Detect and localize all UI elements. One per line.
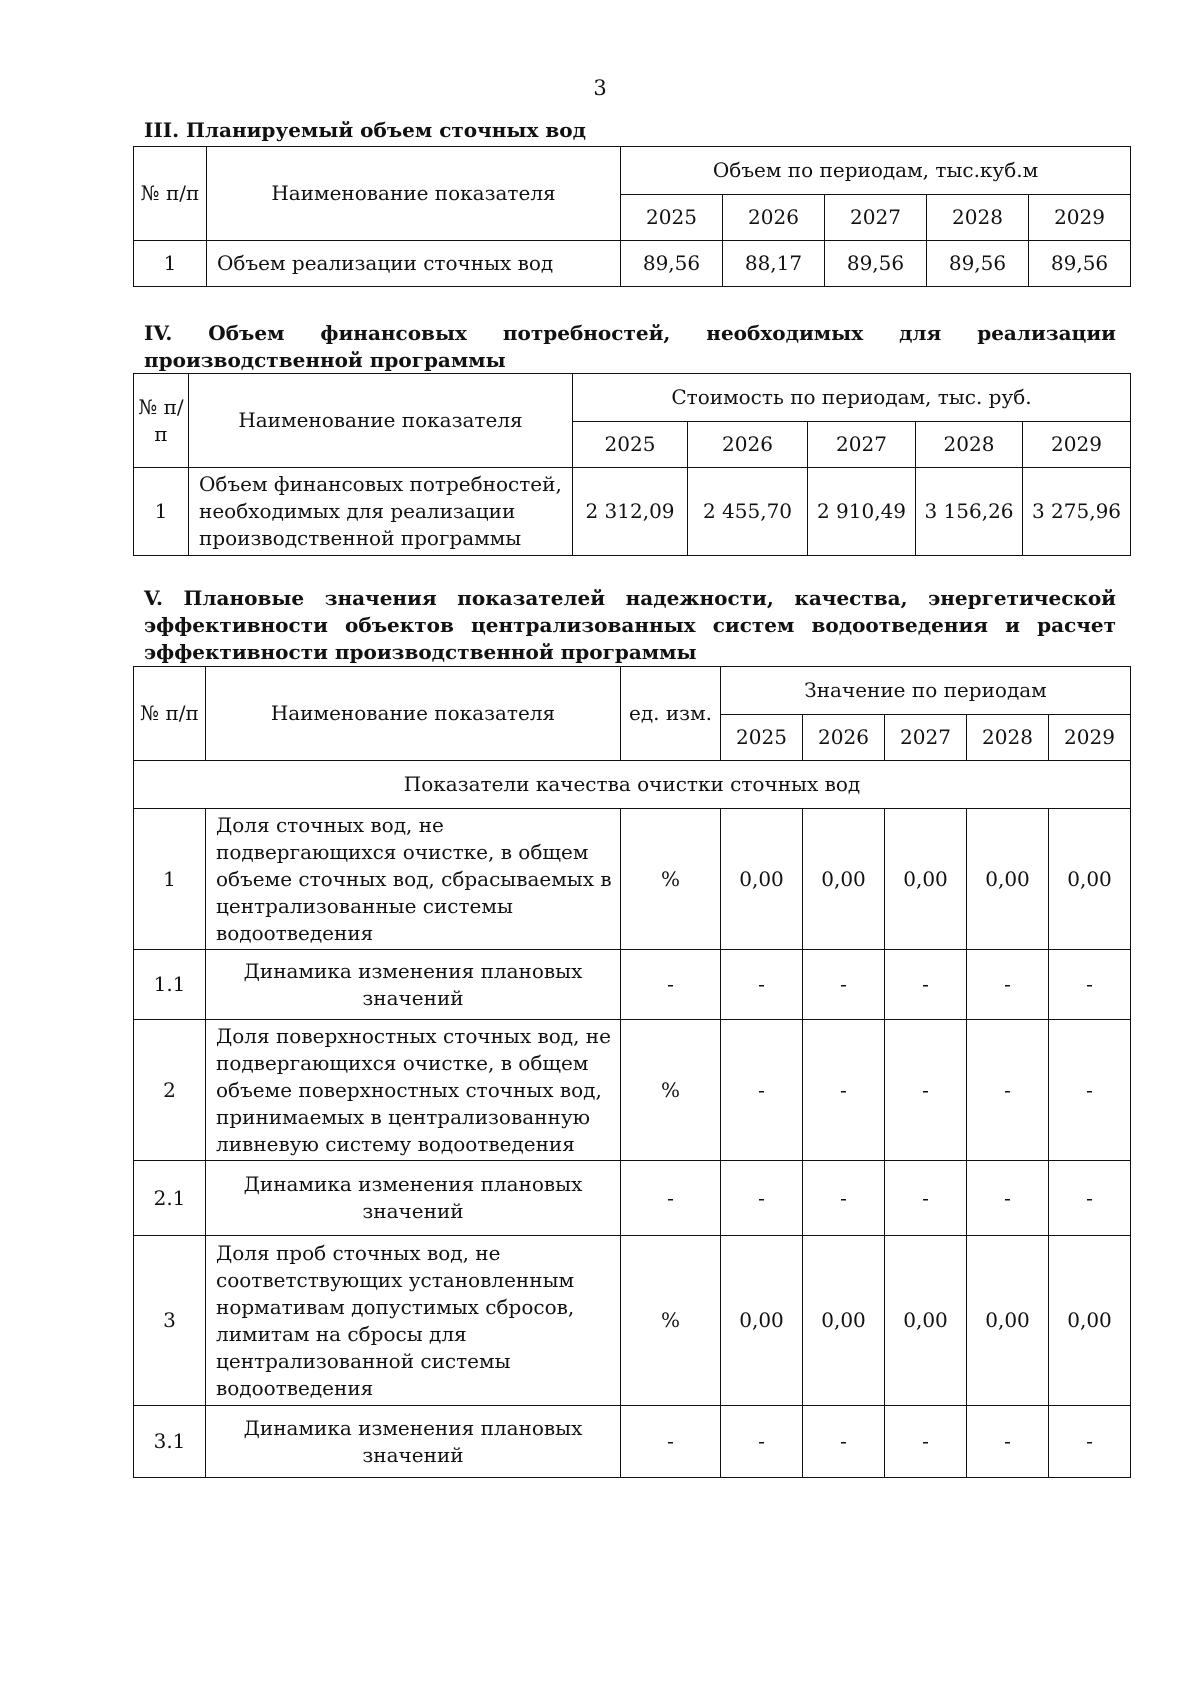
value-cell: 0,00 [1049, 809, 1131, 950]
header-unit: ед. изм. [621, 667, 721, 761]
performance-indicators-table [133, 666, 1131, 1478]
value-cell: 0,00 [803, 1236, 885, 1406]
indicator-name: Объем финансовых потребностей, необходимых для реализации производственной программы [189, 468, 573, 556]
year-header: 2028 [916, 422, 1023, 468]
row-number: 1.1 [134, 950, 206, 1020]
row-number: 1 [134, 809, 206, 950]
table-row [134, 1161, 1131, 1236]
year-header: 2026 [803, 715, 885, 761]
value-cell: - [1049, 1020, 1131, 1161]
value-cell: 0,00 [885, 1236, 967, 1406]
value-cell: - [803, 1406, 885, 1478]
year-header: 2026 [723, 195, 825, 241]
value-cell: - [721, 1406, 803, 1478]
value-cell: 89,56 [621, 241, 723, 287]
value-cell: 0,00 [967, 809, 1049, 950]
indicator-name: Объем реализации сточных вод [207, 241, 621, 287]
value-cell: 0,00 [803, 809, 885, 950]
year-header: 2025 [621, 195, 723, 241]
table-row [134, 468, 1131, 556]
table-row [134, 809, 1131, 950]
value-cell: - [721, 950, 803, 1020]
indicator-name: Динамика изменения плановых значений [206, 1161, 621, 1236]
section-4-heading: IV. Объем финансовых потребностей, необходимых для реализации производственной программы [144, 321, 1116, 372]
row-number: 1 [134, 468, 189, 556]
indicator-name: Доля сточных вод, не подвергающихся очистке, в общем объеме сточных вод, сбрасываемых в централизованные системы водоотведения [206, 809, 621, 950]
year-header: 2025 [573, 422, 688, 468]
row-number: 3.1 [134, 1406, 206, 1478]
quality-subheader: Показатели качества очистки сточных вод [134, 761, 1131, 809]
header-period-group: Значение по периодам [721, 667, 1131, 715]
header-period-group: Стоимость по периодам, тыс. руб. [573, 374, 1131, 422]
indicator-name: Доля поверхностных сточных вод, не подвергающихся очистке, в общем объеме поверхностных сточных вод, принимаемых в централизованную ливневую систему водоотведения [206, 1020, 621, 1161]
year-header: 2025 [721, 715, 803, 761]
value-cell: 2 312,09 [573, 468, 688, 556]
value-cell: 0,00 [721, 809, 803, 950]
table-row [134, 1020, 1131, 1161]
header-number: № п/п [134, 667, 206, 761]
value-cell: - [885, 1020, 967, 1161]
year-header: 2026 [688, 422, 808, 468]
value-cell: 0,00 [967, 1236, 1049, 1406]
value-cell: 3 156,26 [916, 468, 1023, 556]
value-cell: 0,00 [721, 1236, 803, 1406]
value-cell: - [967, 1161, 1049, 1236]
section-5-heading: V. Плановые значения показателей надежности, качества, энергетической эффективности объектов централизованных систем водоотведения и расчет эффективности производственной программы [144, 586, 1116, 664]
unit-cell: - [621, 1161, 721, 1236]
page-number: 3 [593, 76, 607, 100]
table-row [134, 241, 1131, 287]
year-header: 2029 [1049, 715, 1131, 761]
value-cell: - [967, 1406, 1049, 1478]
header-number: № п/п [134, 374, 189, 468]
value-cell: 3 275,96 [1023, 468, 1131, 556]
indicator-name: Динамика изменения плановых значений [206, 1406, 621, 1478]
value-cell: - [1049, 1161, 1131, 1236]
year-header: 2027 [825, 195, 927, 241]
table-row [134, 1406, 1131, 1478]
table-row [134, 1236, 1131, 1406]
value-cell: 89,56 [1029, 241, 1131, 287]
header-indicator-name: Наименование показателя [207, 147, 621, 241]
row-number: 3 [134, 1236, 206, 1406]
year-header: 2027 [885, 715, 967, 761]
row-number: 2 [134, 1020, 206, 1161]
year-header: 2029 [1023, 422, 1131, 468]
value-cell: 89,56 [927, 241, 1029, 287]
value-cell: - [803, 950, 885, 1020]
header-indicator-name: Наименование показателя [189, 374, 573, 468]
year-header: 2029 [1029, 195, 1131, 241]
value-cell: - [721, 1020, 803, 1161]
row-number: 1 [134, 241, 207, 287]
value-cell: - [803, 1161, 885, 1236]
row-number: 2.1 [134, 1161, 206, 1236]
value-cell: 0,00 [1049, 1236, 1131, 1406]
unit-cell: - [621, 950, 721, 1020]
financial-needs-table [133, 373, 1131, 556]
section-3-heading: III. Планируемый объем сточных вод [144, 118, 586, 142]
value-cell: - [1049, 1406, 1131, 1478]
header-number: № п/п [134, 147, 207, 241]
value-cell: 2 455,70 [688, 468, 808, 556]
unit-cell: % [621, 809, 721, 950]
indicator-name: Доля проб сточных вод, не соответствующих установленным нормативам допустимых сбросов, лимитам на сбросы для централизованной системы водоотведения [206, 1236, 621, 1406]
value-cell: 88,17 [723, 241, 825, 287]
value-cell: - [1049, 950, 1131, 1020]
header-indicator-name: Наименование показателя [206, 667, 621, 761]
header-period-group: Объем по периодам, тыс.куб.м [621, 147, 1131, 195]
value-cell: - [885, 950, 967, 1020]
value-cell: 0,00 [885, 809, 967, 950]
table-row [134, 950, 1131, 1020]
value-cell: - [721, 1161, 803, 1236]
value-cell: - [885, 1406, 967, 1478]
year-header: 2027 [808, 422, 916, 468]
value-cell: 89,56 [825, 241, 927, 287]
value-cell: - [803, 1020, 885, 1161]
unit-cell: % [621, 1236, 721, 1406]
year-header: 2028 [967, 715, 1049, 761]
indicator-name: Динамика изменения плановых значений [206, 950, 621, 1020]
value-cell: - [967, 1020, 1049, 1161]
planned-volume-table [133, 146, 1131, 287]
value-cell: 2 910,49 [808, 468, 916, 556]
value-cell: - [967, 950, 1049, 1020]
unit-cell: - [621, 1406, 721, 1478]
year-header: 2028 [927, 195, 1029, 241]
unit-cell: % [621, 1020, 721, 1161]
value-cell: - [885, 1161, 967, 1236]
